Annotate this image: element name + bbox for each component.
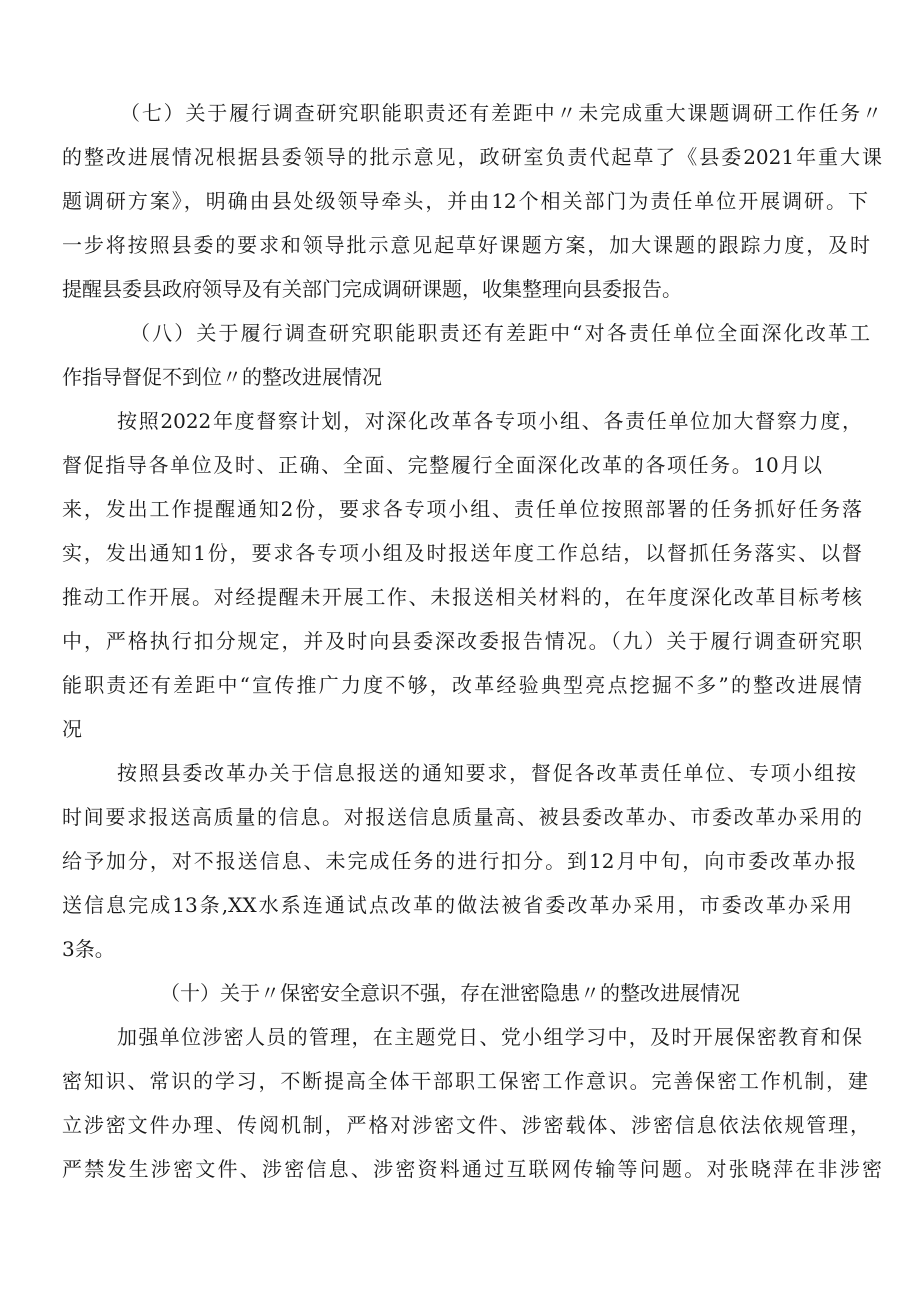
text-line: 送信息完成13条,XX水系连通试点改革的做法被省委改革办采用，市委改革办采用 — [62, 893, 852, 917]
section-heading-line: 作指导督促不到位〃的整改进展情况 — [62, 365, 382, 389]
text-line: 按照2022年度督察计划，对深化改革各专项小组、各责任单位加大督察力度， — [117, 409, 862, 433]
text-line: 能职责还有差距中“宣传推广力度不够，改革经验典型亮点挖掘不多”的整改进展情 — [62, 673, 862, 697]
text-line: 时间要求报送高质量的信息。对报送信息质量高、被县委改革办、市委改革办采用的 — [62, 805, 862, 829]
text-line: 题调研方案》，明确由县处级领导牵头，并由12个相关部门为责任单位开展调研。下 — [62, 189, 868, 213]
text-line: 况 — [62, 717, 82, 741]
text-line: 督促指导各单位及时、正确、全面、完整履行全面深化改革的各项任务。10月以 — [62, 453, 822, 477]
text-line: 加强单位涉密人员的管理，在主题党日、党小组学习中，及时开展保密教育和保 — [117, 1025, 862, 1049]
text-line: 提醒县委县政府领导及有关部门完成调研课题，收集整理向县委报告。 — [62, 277, 682, 301]
text-line: 给予加分，对不报送信息、未完成任务的进行扣分。到12月中旬，向市委改革办报 — [62, 849, 856, 873]
text-line: 3条。 — [62, 937, 115, 961]
text-line: 严禁发生涉密文件、涉密信息、涉密资料通过互联网传输等问题。对张晓萍在非涉密 — [62, 1157, 882, 1181]
text-line: 按照县委改革办关于信息报送的通知要求，督促各改革责任单位、专项小组按 — [117, 761, 856, 785]
section-heading-line: （八）关于履行调查研究职能职责还有差距中“对各责任单位全面深化改革工 — [130, 321, 870, 345]
text-line: 中，严格执行扣分规定，并及时向县委深改委报告情况。（九）关于履行调查研究职 — [62, 629, 862, 653]
text-line: 来，发出工作提醒通知2份，要求各专项小组、责任单位按照部署的任务抓好任务落 — [62, 497, 862, 521]
text-line: 推动工作开展。对经提醒未开展工作、未报送相关材料的，在年度深化改革目标考核 — [62, 585, 862, 609]
text-line: 密知识、常识的学习，不断提高全体干部职工保密工作意识。完善保密工作机制，建 — [62, 1069, 868, 1093]
text-line: 的整改进展情况根据县委领导的批示意见，政研室负责代起草了《县委2021年重大课 — [62, 145, 882, 169]
text-line: 立涉密文件办理、传阅机制，严格对涉密文件、涉密载体、涉密信息依法依规管理， — [62, 1113, 870, 1137]
section-heading-line: （十）关于〃保密安全意识不强，存在泄密隐患〃的整改进展情况 — [160, 981, 740, 1005]
text-line: （七）关于履行调查研究职能职责还有差距中〃未完成重大课题调研工作任务〃 — [120, 101, 882, 125]
text-line: 实，发出通知1份，要求各专项小组及时报送年度工作总结，以督抓任务落实、以督 — [62, 541, 862, 565]
text-line: 一步将按照县委的要求和领导批示意见起草好课题方案，加大课题的跟踪力度，及时 — [62, 233, 870, 257]
